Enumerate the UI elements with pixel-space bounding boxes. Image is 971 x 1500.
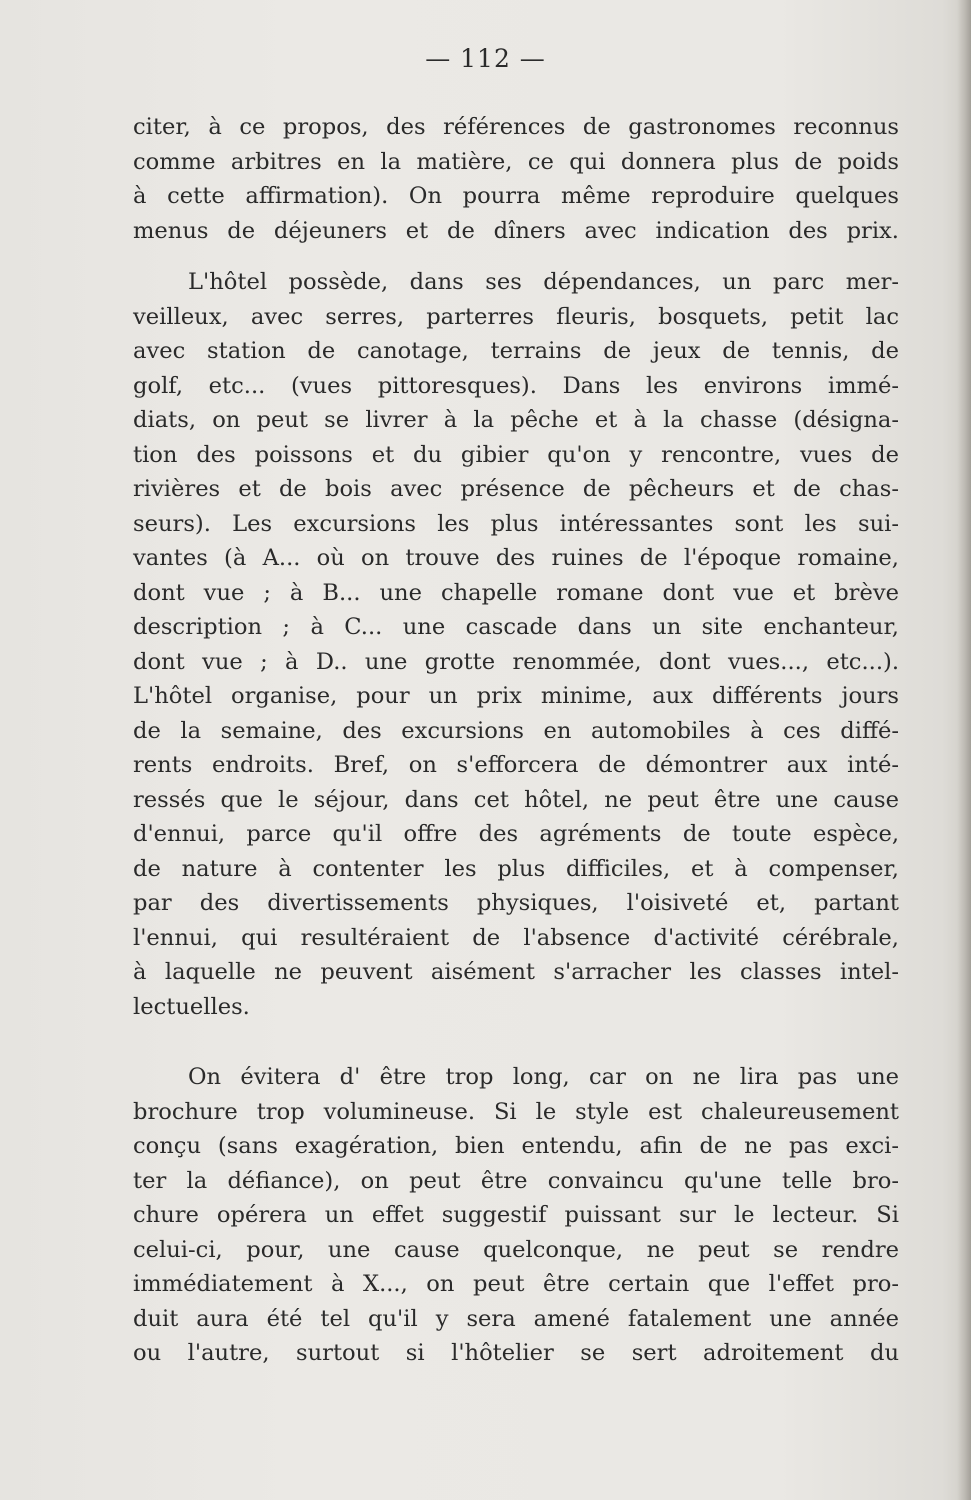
- text-line: duit aura été tel qu'il y sera amené fatalement une année: [133, 1305, 899, 1332]
- text-line: ter la défiance), on peut être convaincu qu'une telle bro-: [133, 1167, 899, 1194]
- text-line: citer, à ce propos, des références de gastronomes reconnus: [133, 114, 899, 140]
- text-line: dont vue ; à D.. une grotte renommée, dont vues..., etc...).: [133, 648, 899, 675]
- text-line: brochure trop volumineuse. Si le style est chaleureusement: [133, 1098, 899, 1125]
- text-line: L'hôtel possède, dans ses dépendances, un parc mer-: [188, 269, 899, 295]
- text-line: ou l'autre, surtout si l'hôtelier se sert adroitement du: [133, 1340, 899, 1366]
- text-line: celui-ci, pour, une cause quelconque, ne peut se rendre: [133, 1236, 899, 1263]
- text-line: rivières et de bois avec présence de pêcheurs et de chas-: [133, 476, 899, 502]
- text-line: de nature à contenter les plus difficiles, et à compenser,: [133, 855, 899, 882]
- paragraph-1: [133, 110, 899, 248]
- text-line: ressés que le séjour, dans cet hôtel, ne peut être une cause: [133, 786, 899, 813]
- text-line: comme arbitres en la matière, ce qui donnera plus de poids: [133, 148, 899, 175]
- page-edge-shadow: [957, 0, 971, 1500]
- text-line: à laquelle ne peuvent aisément s'arracher les classes intel-: [133, 959, 899, 985]
- text-line: lectuelles.: [133, 993, 250, 1020]
- text-line: seurs). Les excursions les plus intéressantes sont les sui-: [133, 510, 899, 537]
- text-line: chure opérera un effet suggestif puissant sur le lecteur. Si: [133, 1202, 899, 1228]
- text-line: dont vue ; à B... une chapelle romane dont vue et brève: [133, 579, 899, 606]
- page-number: — 112 —: [425, 44, 546, 73]
- text-line: On évitera d' être trop long, car on ne lira pas une: [188, 1064, 899, 1090]
- text-line: golf, etc... (vues pittoresques). Dans les environs immé-: [133, 372, 899, 399]
- paragraph-2: [133, 265, 899, 1024]
- text-line: L'hôtel organise, pour un prix minime, aux différents jours: [133, 683, 899, 709]
- text-line: conçu (sans exagération, bien entendu, afin de ne pas exci-: [133, 1133, 899, 1159]
- text-line: vantes (à A... où on trouve des ruines de l'époque romaine,: [133, 545, 899, 571]
- text-line: tion des poissons et du gibier qu'on y rencontre, vues de: [133, 441, 899, 468]
- text-line: immédiatement à X..., on peut être certain que l'effet pro-: [133, 1271, 899, 1297]
- text-line: de la semaine, des excursions en automobiles à ces diffé-: [133, 717, 899, 744]
- text-line: avec station de canotage, terrains de jeux de tennis, de: [133, 338, 899, 364]
- text-line: à cette affirmation). On pourra même reproduire quelques: [133, 183, 899, 209]
- text-line: d'ennui, parce qu'il offre des agréments de toute espèce,: [133, 821, 899, 847]
- text-line: l'ennui, qui resultéraient de l'absence d'activité cérébrale,: [133, 924, 899, 951]
- text-line: rents endroits. Bref, on s'efforcera de démontrer aux inté-: [133, 752, 899, 778]
- text-line: par des divertissements physiques, l'oisiveté et, partant: [133, 890, 899, 916]
- text-line: description ; à C... une cascade dans un site enchanteur,: [133, 614, 899, 640]
- text-line: veilleux, avec serres, parterres fleuris, bosquets, petit lac: [133, 303, 899, 330]
- text-line: menus de déjeuners et de dîners avec indication des prix.: [133, 217, 899, 244]
- paragraph-3: [133, 1060, 899, 1371]
- text-line: diats, on peut se livrer à la pêche et à la chasse (désigna-: [133, 407, 899, 433]
